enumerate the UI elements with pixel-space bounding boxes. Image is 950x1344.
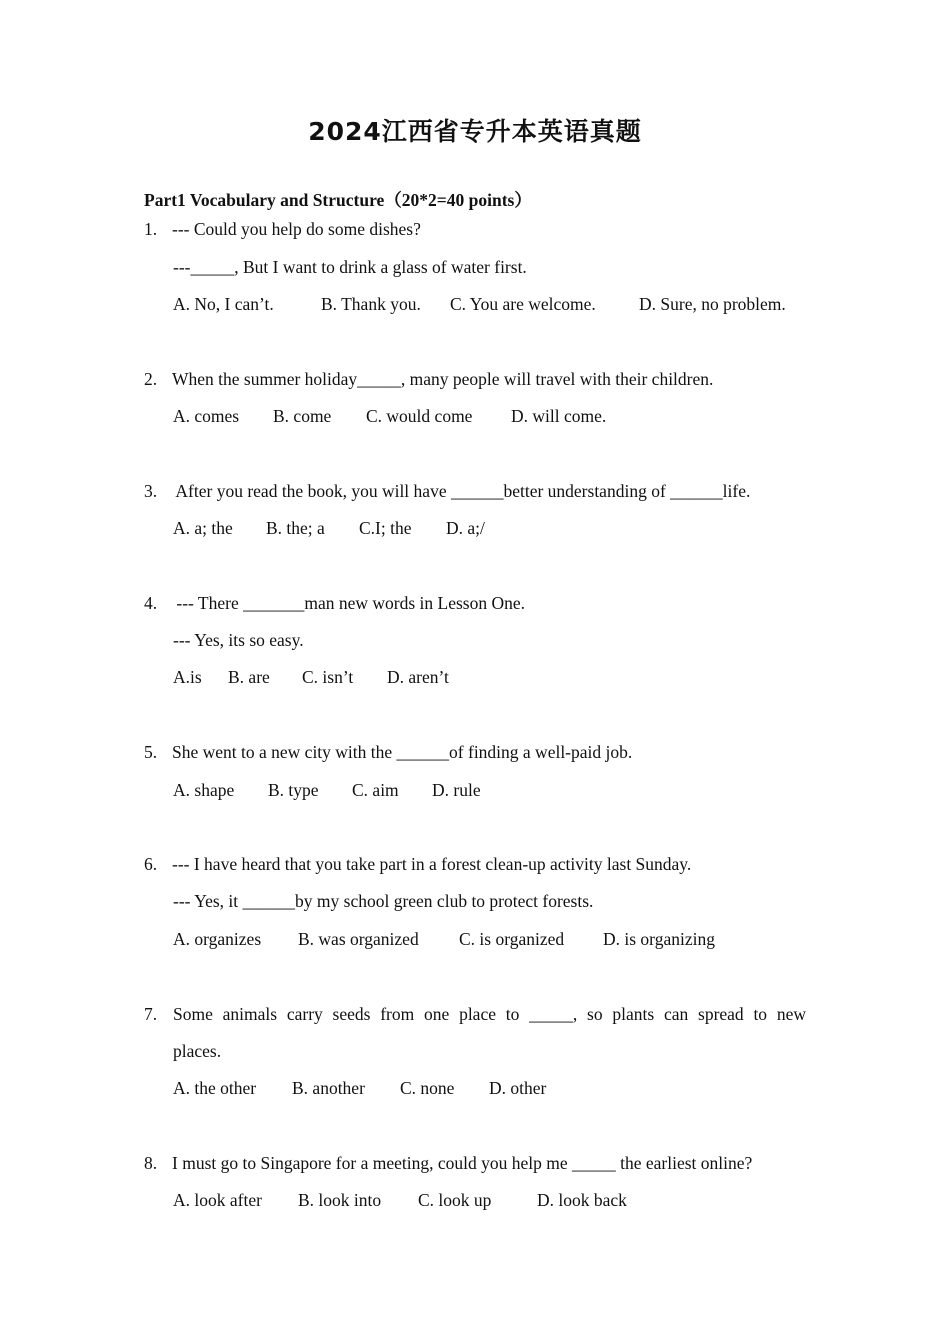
option-c: C.I; the xyxy=(359,518,412,538)
option-d: D. aren’t xyxy=(387,667,449,687)
question-7-text: Some animals carry seeds from one place to _____, so plants can spread to new xyxy=(173,1004,806,1024)
question-2 xyxy=(144,369,713,390)
question-text: She went to a new city with the ______of finding a well-paid job. xyxy=(172,742,633,762)
option-d: D. look back xyxy=(537,1190,627,1210)
question-1-line-2: ---_____, But I want to drink a glass of water first. xyxy=(173,257,527,277)
question-3-options xyxy=(173,518,485,539)
question-8 xyxy=(144,1153,752,1174)
option-c: C. You are welcome. xyxy=(450,294,596,314)
question-4-line-2: --- Yes, its so easy. xyxy=(173,630,304,650)
option-a: A. look after xyxy=(173,1190,262,1210)
option-c: C. none xyxy=(400,1078,455,1098)
option-d: D. Sure, no problem. xyxy=(639,294,786,314)
question-number: 6. xyxy=(144,854,158,874)
question-number: 1. xyxy=(144,219,158,239)
question-number: 8. xyxy=(144,1153,158,1173)
question-text: --- Could you help do some dishes? xyxy=(172,219,421,239)
option-d: D. other xyxy=(489,1078,547,1098)
question-text: --- I have heard that you take part in a forest clean-up activity last Sunday. xyxy=(172,854,692,874)
question-number: 7. xyxy=(144,1004,158,1024)
option-d: D. a;/ xyxy=(446,518,485,538)
question-text: --- There _______man new words in Lesson One. xyxy=(172,593,525,613)
option-b: B. look into xyxy=(298,1190,382,1210)
option-a: A. the other xyxy=(173,1078,257,1098)
option-d: D. rule xyxy=(432,780,481,800)
option-b: B. are xyxy=(228,667,270,687)
part-heading: Part1 Vocabulary and Structure（20*2=40 points） xyxy=(144,190,532,210)
question-number: 4. xyxy=(144,593,158,613)
option-a: A. organizes xyxy=(173,929,262,949)
page-title: 2024江西省专升本英语真题 xyxy=(308,117,642,146)
question-6-options xyxy=(173,929,715,950)
option-b: B. was organized xyxy=(298,929,419,949)
question-7-line-2: places. xyxy=(173,1041,222,1061)
option-a: A. shape xyxy=(173,780,235,800)
option-d: D. is organizing xyxy=(603,929,715,949)
question-number: 5. xyxy=(144,742,158,762)
option-b: B. Thank you. xyxy=(321,294,421,314)
question-7-options xyxy=(173,1078,546,1099)
option-b: B. type xyxy=(268,780,319,800)
question-6 xyxy=(144,854,691,875)
question-number: 2. xyxy=(144,369,158,389)
question-6-line-2: --- Yes, it ______by my school green club to protect forests. xyxy=(173,891,594,911)
option-c: C. look up xyxy=(418,1190,492,1210)
option-a: A. a; the xyxy=(173,518,233,538)
question-text: When the summer holiday_____, many people will travel with their children. xyxy=(172,369,714,389)
question-3 xyxy=(144,481,750,502)
option-c: C. aim xyxy=(352,780,399,800)
option-b: B. the; a xyxy=(266,518,325,538)
question-7 xyxy=(144,1004,172,1025)
option-c: C. isn’t xyxy=(302,667,354,687)
option-a: A. comes xyxy=(173,406,240,426)
question-5-options xyxy=(173,780,481,801)
question-text: After you read the book, you will have ______better understanding of ______life. xyxy=(172,481,751,501)
option-a: A.is xyxy=(173,667,202,687)
option-c: C. would come xyxy=(366,406,473,426)
option-b: B. come xyxy=(273,406,332,426)
option-d: D. will come. xyxy=(511,406,607,426)
question-4-options xyxy=(173,667,449,688)
option-a: A. No, I can’t. xyxy=(173,294,274,314)
question-text: I must go to Singapore for a meeting, could you help me _____ the earliest online? xyxy=(172,1153,753,1173)
option-c: C. is organized xyxy=(459,929,565,949)
option-b: B. another xyxy=(292,1078,365,1098)
question-5 xyxy=(144,742,632,763)
question-4 xyxy=(144,593,525,614)
question-8-options xyxy=(173,1190,627,1211)
question-1 xyxy=(144,219,421,240)
question-1-options xyxy=(173,294,786,315)
question-2-options xyxy=(173,406,606,427)
question-number: 3. xyxy=(144,481,158,501)
